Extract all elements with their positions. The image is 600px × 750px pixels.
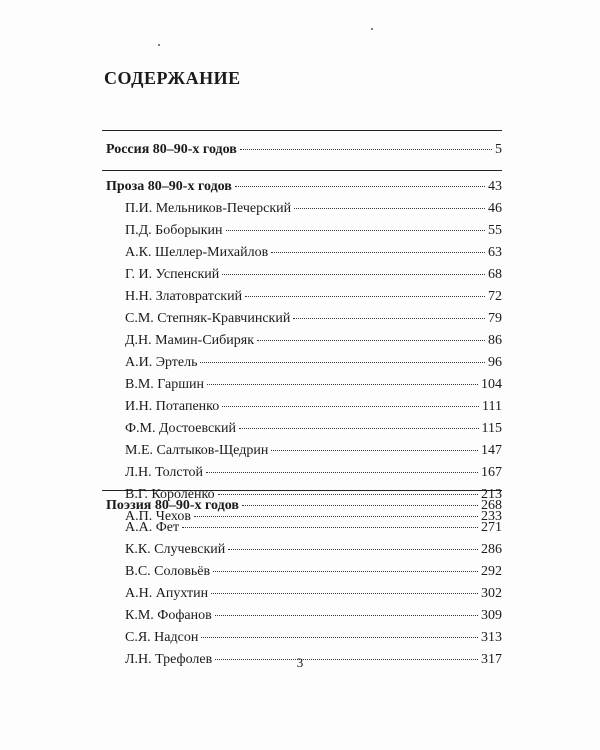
toc-author-entry[interactable] [125,520,502,536]
section-rule [102,170,502,171]
page-ref: 309 [481,608,502,623]
toc-author-entry[interactable] [125,355,502,371]
toc-author-entry[interactable] [125,564,502,580]
page-ref: 46 [488,201,502,216]
author-name: К.К. Случевский [125,542,226,557]
dot-leader [257,340,485,341]
toc-author-entry[interactable] [125,608,502,624]
toc-author-entry[interactable] [125,377,502,393]
dot-leader [222,274,485,275]
section-title: Проза 80–90-х годов [106,179,232,194]
dot-leader [207,384,478,385]
author-name: С.М. Степняк-Кравчинский [125,311,291,326]
toc-author-entry[interactable] [125,399,502,415]
author-name: А.К. Шеллер-Михайлов [125,245,269,260]
author-name: В.С. Соловьёв [125,564,211,579]
toc-author-entry[interactable] [125,586,502,602]
page-ref: 55 [488,223,502,238]
toc-author-entry[interactable] [125,289,502,305]
toc-title: СОДЕРЖАНИЕ [104,68,241,88]
page-ref: 63 [488,245,502,260]
author-name: Л.Н. Трефолев [125,652,213,667]
page-ref: 268 [481,498,502,513]
dot-leader [211,593,478,594]
page-ref: 313 [481,630,502,645]
page-ref: 317 [481,652,502,667]
toc-author-entry[interactable] [125,421,502,437]
page-ref: 167 [481,465,502,480]
page-ref: 96 [488,355,502,370]
page-ref: 104 [481,377,502,392]
dot-leader [242,505,478,506]
dot-leader [245,296,485,297]
author-name: В.Г. Короленко [125,487,215,502]
dot-leader [182,527,478,528]
dot-leader [271,450,478,451]
toc-author-entry[interactable] [125,333,502,349]
toc-author-entry[interactable] [125,223,502,239]
dot-leader [222,406,479,407]
author-name: С.Я. Надсон [125,630,199,645]
author-name: Л.Н. Толстой [125,465,204,480]
page-ref: 213 [481,487,502,502]
dot-leader [228,549,478,550]
page-ref: 86 [488,333,502,348]
page-ref: 111 [482,399,502,414]
section-title: Россия 80–90-х годов [106,142,237,157]
author-name: Н.Н. Златовратский [125,289,243,304]
page-ref: 292 [481,564,502,579]
section-title: Поэзия 80–90-х годов [106,498,239,513]
page-ref: 5 [495,142,502,157]
dot-leader [194,516,478,517]
dot-leader [201,637,478,638]
author-name: А.А. Фет [125,520,180,535]
author-name: А.И. Эртель [125,355,198,370]
page-ref: 68 [488,267,502,282]
toc-author-entry[interactable] [125,311,502,327]
author-name: Г. И. Успенский [125,267,220,282]
author-name: А.Н. Апухтин [125,586,209,601]
dot-leader [206,472,478,473]
toc-section-entry[interactable] [106,498,502,514]
author-name: П.И. Мельников-Печерский [125,201,292,216]
page-ref: 302 [481,586,502,601]
author-name: К.М. Фофанов [125,608,212,623]
toc-author-entry[interactable] [125,465,502,481]
section-rule [102,130,502,131]
page-number: 3 [296,655,304,670]
dot-leader [213,571,478,572]
paper-speck [371,28,373,30]
toc-author-entry[interactable] [125,443,502,459]
toc-author-entry[interactable] [125,201,502,217]
toc-section-entry[interactable] [106,142,502,158]
dot-leader [240,149,492,150]
toc-section-entry[interactable] [106,179,502,195]
author-name: П.Д. Боборыкин [125,223,223,238]
dot-leader [239,428,479,429]
toc-author-entry[interactable] [125,542,502,558]
author-name: Д.Н. Мамин-Сибиряк [125,333,255,348]
page-ref: 43 [488,179,502,194]
dot-leader [226,230,485,231]
page-ref: 79 [488,311,502,326]
page-ref: 147 [481,443,502,458]
toc-author-entry[interactable] [125,245,502,261]
dot-leader [293,318,485,319]
dot-leader [200,362,485,363]
dot-leader [218,494,478,495]
author-name: М.Е. Салтыков-Щедрин [125,443,269,458]
page-ref: 115 [481,421,502,436]
dot-leader [235,186,485,187]
dot-leader [215,615,478,616]
toc-author-entry[interactable] [125,267,502,283]
paper-speck [158,44,160,46]
page-ref: 72 [488,289,502,304]
author-name: В.М. Гаршин [125,377,205,392]
toc-author-entry[interactable] [125,630,502,646]
page-ref: 233 [481,509,502,524]
author-name: А.П. Чехов [125,509,191,524]
dot-leader [271,252,485,253]
author-name: И.Н. Потапенко [125,399,220,414]
author-name: Ф.М. Достоевский [125,421,236,436]
dot-leader [294,208,485,209]
page-ref: 286 [481,542,502,557]
page-ref: 271 [481,520,502,535]
